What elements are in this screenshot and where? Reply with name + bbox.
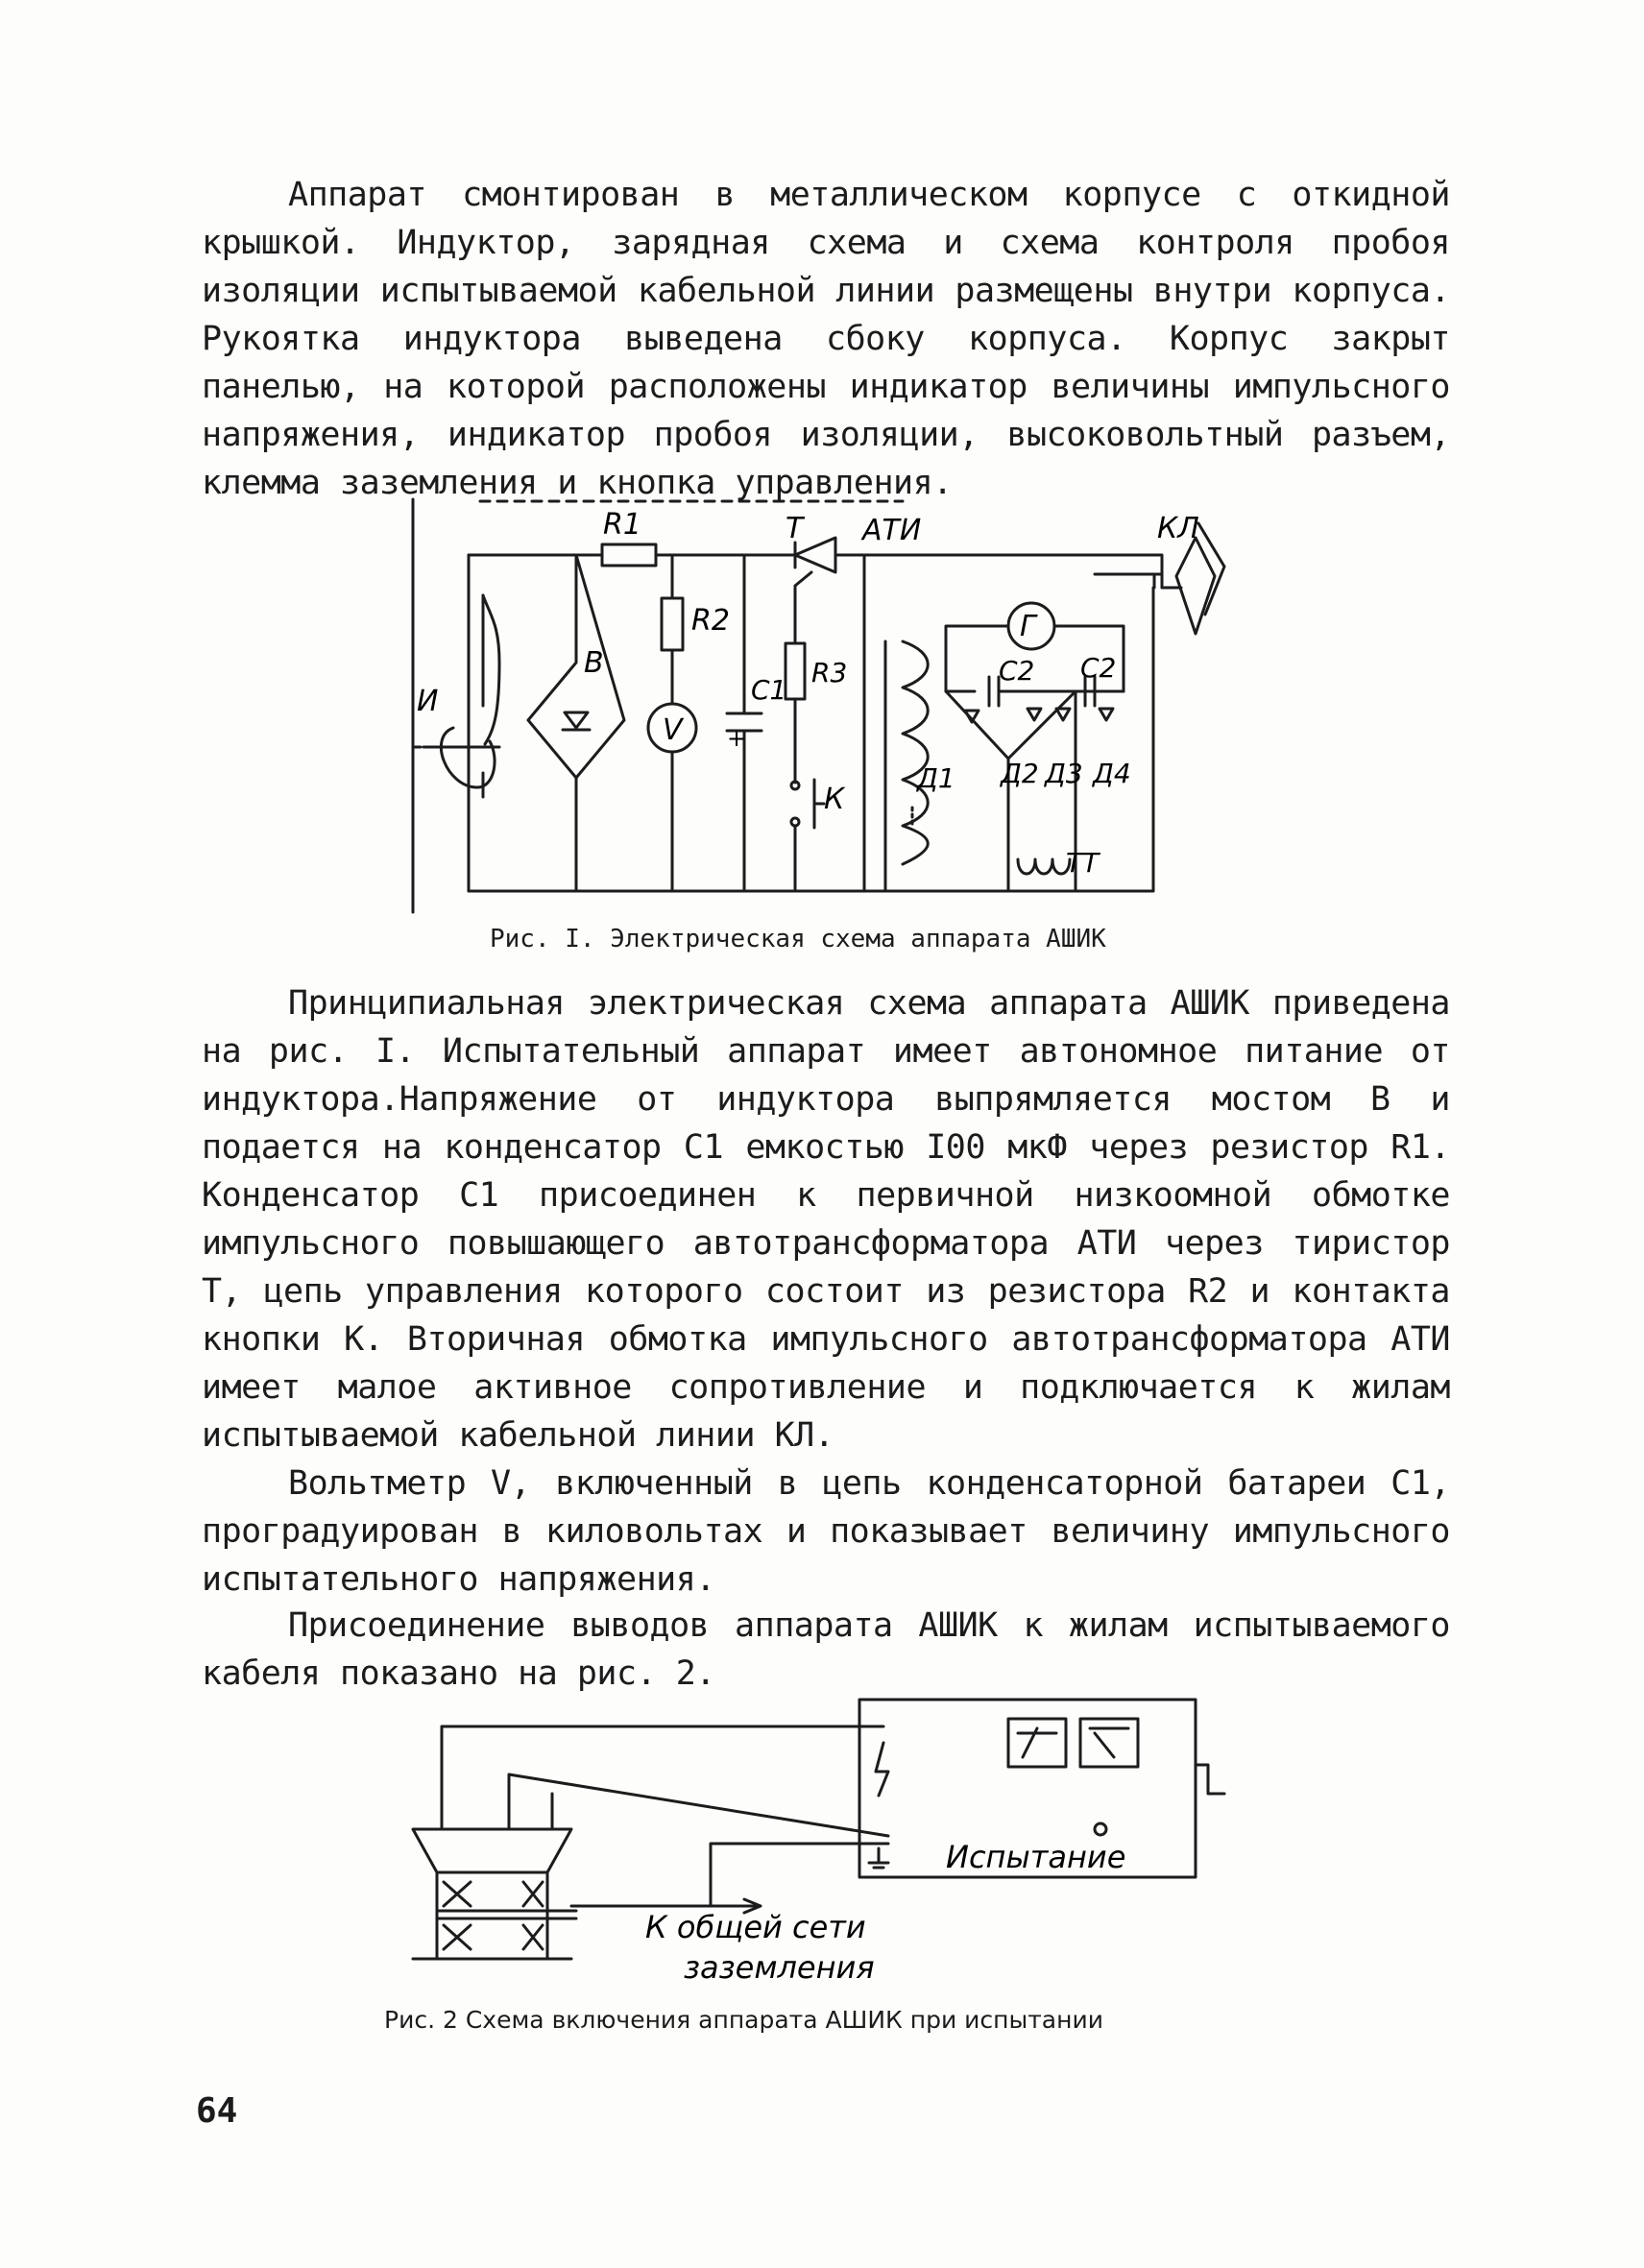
paragraph-schematic-description: Принципиальная электрическая схема аппарата АШИК приведена на рис. I. Испытательный аппарат имеет автономное питание от индуктора.Напряжение от индуктора выпрямляется мостом В и подается на конденсатор С1 емкостью I00 мкФ через резистор R1. Конденсатор С1 присоединен к первичной низкоомной обмотке импульсного повышающего автотрансформатора АТИ через тиристор Т, цепь управления которого состоит из резистора R2 и контакта кнопки К. Вторичная обмотка импульсного автотрансформатора АТИ имеет малое активное сопротивление и подключается к жилам испытываемой кабельной линии КЛ. — [202, 984, 1450, 1455]
paragraph-connection: Присоединение выводов аппарата АШИК к жилам испытываемого кабеля показано на рис. 2. — [202, 1606, 1450, 1693]
paragraph-voltmeter: Вольтметр V, включенный в цепь конденсаторной батареи С1, проградуирован в киловольтах и показывает величину импульсного испытательного напряжения. — [202, 1464, 1450, 1599]
fig2-ground-note-line2: заземления — [684, 1949, 875, 1986]
fig1-label-cable: КЛ — [1157, 512, 1199, 545]
fig1-label-plus: + — [727, 725, 747, 752]
fig1-label-r2: R2 — [691, 604, 730, 638]
fig1-label-bridge: В — [584, 646, 604, 680]
figure-1-caption: Рис. I. Электрическая схема аппарата АШИК — [490, 925, 1106, 953]
fig1-label-c2b: C2 — [1080, 652, 1117, 684]
fig1-label-thyristor: Т — [786, 512, 804, 545]
fig1-label-c2a: C2 — [999, 655, 1035, 687]
figure-2-caption: Рис. 2 Схема включения аппарата АШИК при испытании — [384, 2006, 1103, 2034]
paragraph-housing: Аппарат смонтирован в металлическом корпусе с откидной крышкой. Индуктор, зарядная схема и схема контроля пробоя изоляции испытываемой кабельной линии размещены внутри корпуса. Рукоятка индуктора выведена сбоку корпуса. Корпус закрыт панелью, на которой расположены индикатор величины импульсного напряжения, индикатор пробоя изоляции, высоковольтный разъем, клемма заземления и кнопка управления. — [202, 176, 1450, 502]
fig1-label-r1: R1 — [603, 508, 641, 542]
fig1-label-d1: Д1 — [917, 762, 955, 794]
fig1-label-d2: Д2 — [1001, 758, 1039, 789]
fig1-label-voltmeter: V — [663, 713, 683, 747]
fig1-label-galvanometer: Г — [1020, 610, 1036, 643]
fig1-label-inductor: И — [417, 685, 439, 718]
fig1-label-r3: R3 — [811, 657, 848, 688]
fig1-label-d4: Д4 — [1093, 758, 1131, 789]
fig1-label-c1: C1 — [751, 674, 787, 706]
page-number: 64 — [196, 2091, 238, 2131]
fig2-ground-note-line1: К общей сети — [645, 1909, 866, 1945]
fig1-label-ati: АТИ — [862, 514, 922, 547]
fig1-label-d3: Д3 — [1045, 758, 1083, 789]
fig2-panel-label: Испытание — [946, 1839, 1126, 1875]
fig1-label-key: К — [824, 783, 845, 816]
fig1-label-tt: ТТ — [1066, 847, 1100, 879]
